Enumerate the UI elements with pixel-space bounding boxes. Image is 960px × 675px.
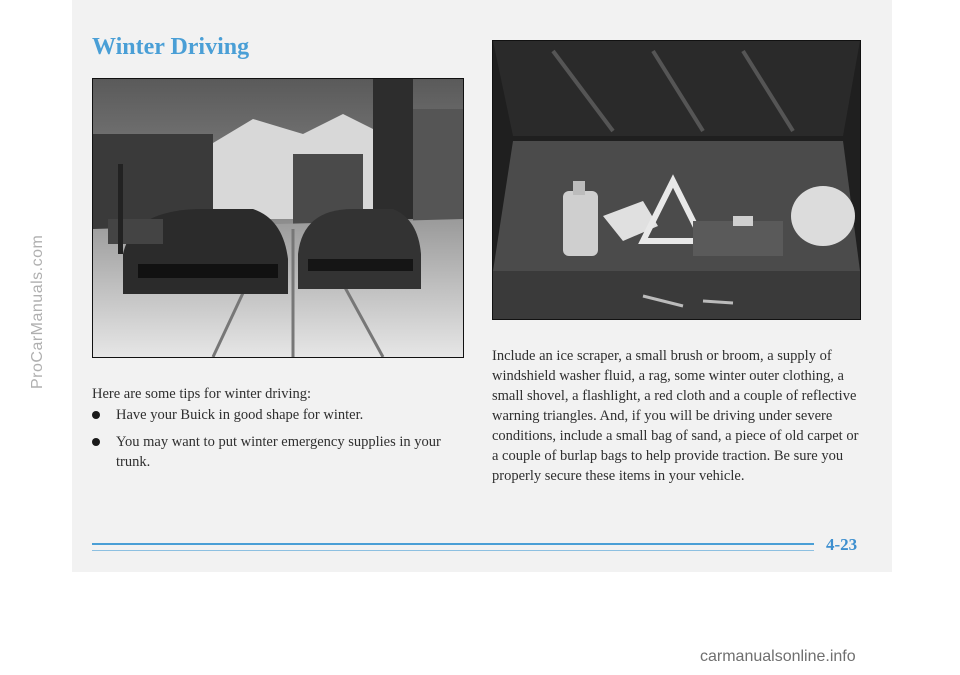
winter-road-photo	[92, 78, 464, 358]
watermark-text: ProCarManuals.com	[29, 234, 46, 389]
list-item	[92, 405, 452, 425]
list-item-text: You may want to put winter emergency supplies in your trunk.	[116, 434, 441, 470]
trunk-supplies-photo	[492, 40, 861, 320]
tips-list	[92, 405, 452, 479]
bullet-icon	[92, 411, 100, 419]
watermark	[8, 150, 46, 390]
footer-rule	[92, 543, 814, 545]
supplies-paragraph: Include an ice scraper, a small brush or broom, a supply of windshield washer fluid, a rag, some winter outer clothing, a small shovel, a flashlight, a red cloth and a couple of reflective warning triangles. And, if you will be driving under severe conditions, include a small bag of sand, a piece of old carpet or a couple of burlap bags to help provide traction. Be sure you properly secure these items in your vehicle.	[492, 348, 859, 484]
site-footer: carmanualsonline.info	[700, 648, 856, 665]
list-item-text: Have your Buick in good shape for winter.	[116, 407, 364, 423]
intro-text: Here are some tips for winter driving:	[92, 386, 312, 402]
footer-rule-thin	[92, 550, 814, 551]
list-item	[92, 432, 452, 472]
page-number: 4-23	[826, 535, 858, 554]
page-title: Winter Driving	[92, 34, 250, 60]
bullet-icon	[92, 438, 100, 446]
